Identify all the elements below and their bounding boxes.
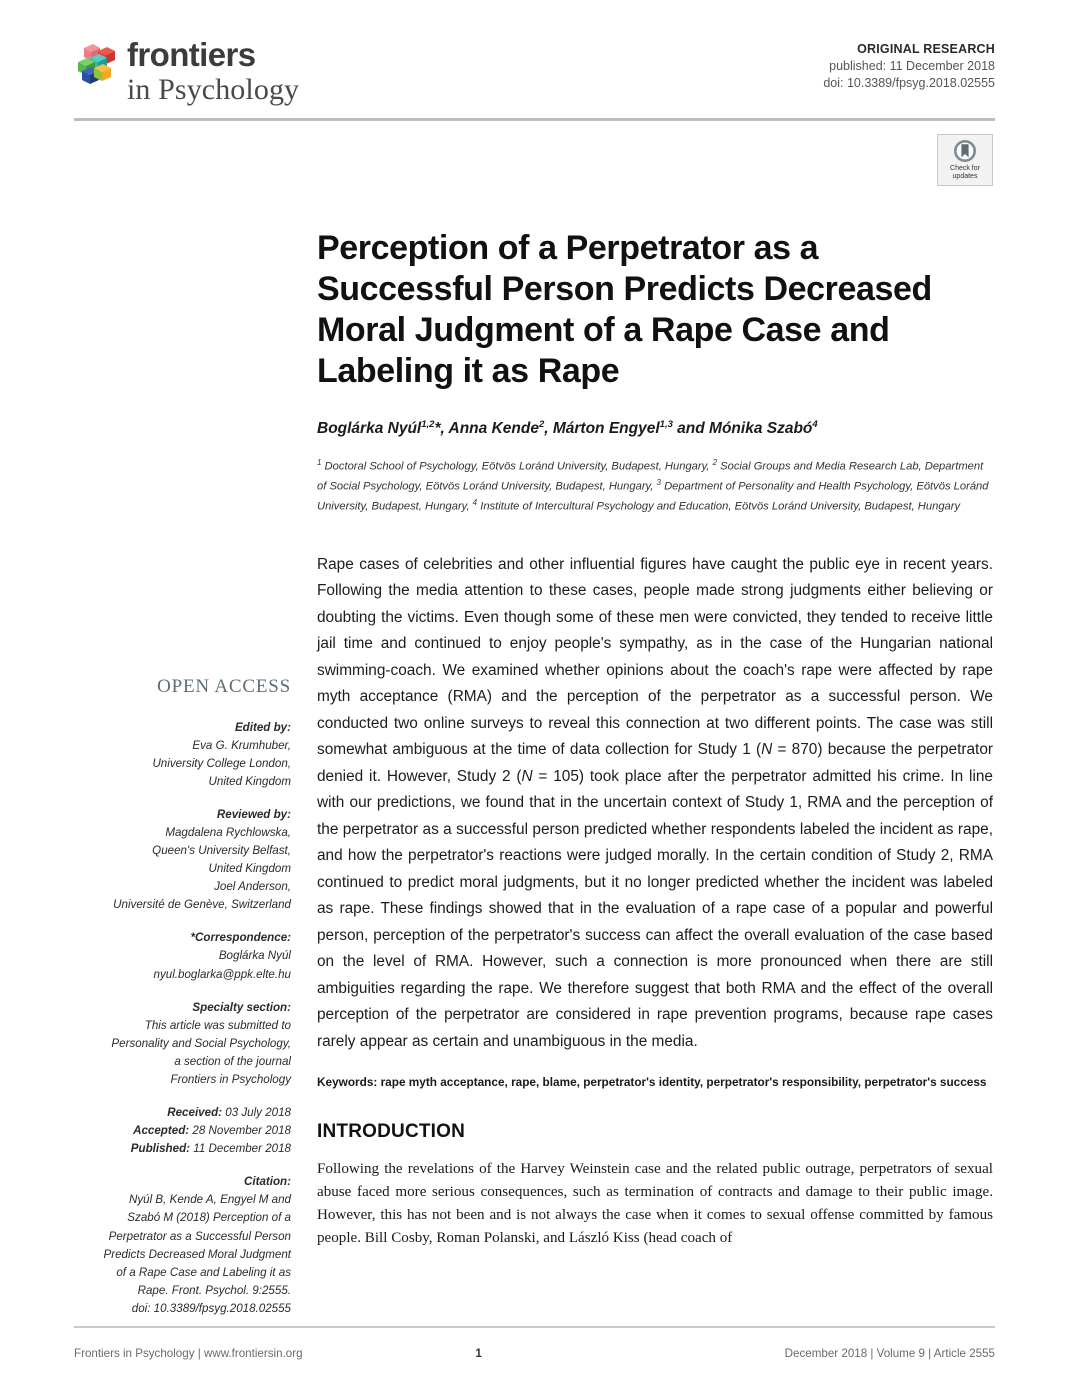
reviewed-by-line: Joel Anderson, — [214, 880, 291, 894]
specialty-line: Personality and Social Psychology, — [111, 1036, 291, 1050]
edited-by-group — [74, 719, 291, 791]
footer-journal-url[interactable]: Frontiers in Psychology | www.frontiersin.org — [74, 1347, 303, 1360]
citation-line: Predicts Decreased Moral Judgment — [103, 1247, 291, 1261]
received-value: 03 July 2018 — [225, 1106, 291, 1120]
specialty-section-group — [74, 999, 291, 1089]
reviewed-by-heading: Reviewed by: — [216, 807, 291, 821]
reviewed-by-line: United Kingdom — [208, 862, 291, 876]
article-type: ORIGINAL RESEARCH — [857, 42, 995, 56]
published-value: 11 December 2018 — [193, 1142, 291, 1156]
reviewed-by-line: Queen's University Belfast, — [152, 844, 291, 858]
published-date-row — [74, 1140, 291, 1158]
correspondence-email[interactable]: nyul.boglarka@ppk.elte.hu — [153, 967, 291, 981]
edited-by-heading: Edited by: — [234, 720, 291, 734]
accepted-value: 28 November 2018 — [192, 1124, 291, 1138]
accepted-label: Accepted: — [133, 1124, 190, 1138]
citation-heading: Citation: — [243, 1175, 291, 1189]
footer-issue-info: December 2018 | Volume 9 | Article 2555 — [784, 1347, 995, 1360]
citation-line: Nyúl B, Kende A, Engyel M and — [129, 1193, 291, 1207]
affiliations: $^1$ Doctoral School of Psychology, Eötvös Loránd University, Budapest, Hungary, $^2$ Social Groups and Media Research Lab, Department of Social Psychology, Eötvös Loránd University, Budapest, Hungary, $^3$ Department of Personality and Health Psychology, Eötvös Loránd University, Budapest, Hungary, $^4$ Institute of Intercultural Psychology and Education, Eötvös Loránd University, Budapest, Hungary — [317, 457, 989, 513]
citation-line: of a Rape Case and Labeling it as — [116, 1265, 291, 1279]
brand-journal-name: in Psychology — [127, 73, 300, 106]
citation-doi: doi: 10.3389/fpsyg.2018.02555 — [131, 1301, 291, 1315]
edited-by-line: United Kingdom — [208, 774, 291, 788]
page-header — [74, 38, 995, 116]
crossmark-line-1: Check for — [950, 165, 980, 173]
abstract: Rape cases of celebrities and other influential figures have caught the public eye in recent years. Following the media attention to these cases, people made strong judgments either believing or doubting the victims. Even though some of these men were convicted, they tended to receive little jail time and continued to enjoy people's sympathy, as in the case of the Hungarian national swimming-coach. We examined whether opinions about the coach's rape were affected by rape myth acceptance (RMA) and the perception of the perpetrator as a successful person. We conducted two online surveys to reveal this connection at two different points. The case was still somewhat ambiguous at the time of data collection for Study 1 (N = 870) because the perpetrator denied it. However, Study 2 (N = 105) took place after the perpetrator admitted his crime. In line with our predictions, we found that in the uncertain context of Study 1, RMA and the perception of the perpetrator as a successful person predicted whether respondents labeled the incident as rape, and how the perpetrator's reactions were judged morally. In the certain condition of Study 2, RMA continued to predict moral judgments, but it no longer predicted whether the incident was labeled as rape. These findings showed that in the evaluation of a rape case of a popular and powerful person, perception of the perpetrator's success can affect the overall evaluation of the case based on the level of RMA. However, such a connection is more pronounced when there are still ambiguities regarding the rape. We therefore suggest that both RMA and the effect of the overall perception of the perpetrator are considered in rape prevention programs, because rape cases rarely appear as certain and unambiguous in the media. — [317, 556, 994, 1050]
received-date — [74, 1104, 291, 1122]
specialty-line: a section of the journal — [174, 1054, 291, 1068]
citation-line: Szabó M (2018) Perception of a — [127, 1211, 291, 1225]
specialty-section-heading: Specialty section: — [192, 1000, 291, 1014]
edited-by-line: Eva G. Krumhuber, — [192, 738, 291, 752]
open-access-label: OPEN ACCESS — [157, 676, 291, 697]
published-date: published: 11 December 2018 — [829, 59, 995, 73]
footer-page-number: 1 — [475, 1347, 482, 1360]
crossmark-icon — [953, 139, 977, 163]
correspondence-heading: *Correspondence: — [190, 931, 291, 945]
title-block — [317, 228, 993, 516]
specialty-line: Frontiers in Psychology — [170, 1072, 291, 1086]
crossmark-label — [950, 165, 980, 181]
publication-info — [823, 38, 995, 90]
correspondence-name: Boglárka Nyúl — [218, 949, 291, 963]
footer-divider — [74, 1326, 995, 1328]
specialty-line: This article was submitted to — [144, 1018, 291, 1032]
page-title: Perception of a Perpetrator as a Successful Person Predicts Decreased Moral Judgment of a Rape Case and Labeling it as Rape — [317, 229, 932, 391]
doi: doi: 10.3389/fpsyg.2018.02555 — [823, 76, 995, 90]
check-for-updates-badge[interactable] — [937, 134, 993, 186]
frontiers-cubes-icon — [74, 40, 118, 88]
reviewed-by-group — [74, 806, 291, 914]
dates-group — [74, 1104, 291, 1158]
citation-line: Perpetrator as a Successful Person — [108, 1229, 291, 1243]
frontiers-logo — [74, 38, 299, 105]
accepted-date — [74, 1122, 291, 1140]
header-divider — [74, 118, 995, 121]
received-label: Received: — [167, 1106, 223, 1120]
main-column — [317, 552, 993, 1265]
crossmark-line-2: updates — [952, 173, 978, 180]
author-list: Boglárka Nyúl$^{1,2}$*, Anna Kende$^2$, Márton Engyel$^{1,3}$ and Mónika Szabó$^4$ — [317, 418, 818, 437]
keywords: Keywords: rape myth acceptance, rape, blame, perpetrator's identity, perpetrator's responsibility, perpetrator's success — [317, 1075, 987, 1090]
brand-name: frontiers — [127, 36, 256, 73]
correspondence-group — [74, 929, 291, 983]
introduction-heading: INTRODUCTION — [317, 1121, 466, 1143]
reviewed-by-line: Magdalena Rychlowska, — [165, 826, 291, 840]
citation-group — [74, 1173, 291, 1318]
published-label: Published: — [130, 1142, 191, 1156]
introduction-paragraph: Following the revelations of the Harvey Weinstein case and the related public outrage, perpetrators of sexual abuse faced more serious consequences, such as termination of contracts and damage to their public image. However, this has not been and is not always the case when it comes to sexual offense committed by famous people. Bill Cosby, Roman Polanski, and László Kiss (head coach of — [317, 1161, 993, 1247]
citation-line: Rape. Front. Psychol. 9:2555. — [137, 1283, 291, 1297]
edited-by-line: University College London, — [152, 756, 291, 770]
reviewed-by-line: Université de Genève, Switzerland — [113, 898, 291, 912]
editorial-sidebar — [74, 672, 291, 1318]
page-footer — [74, 1347, 995, 1360]
